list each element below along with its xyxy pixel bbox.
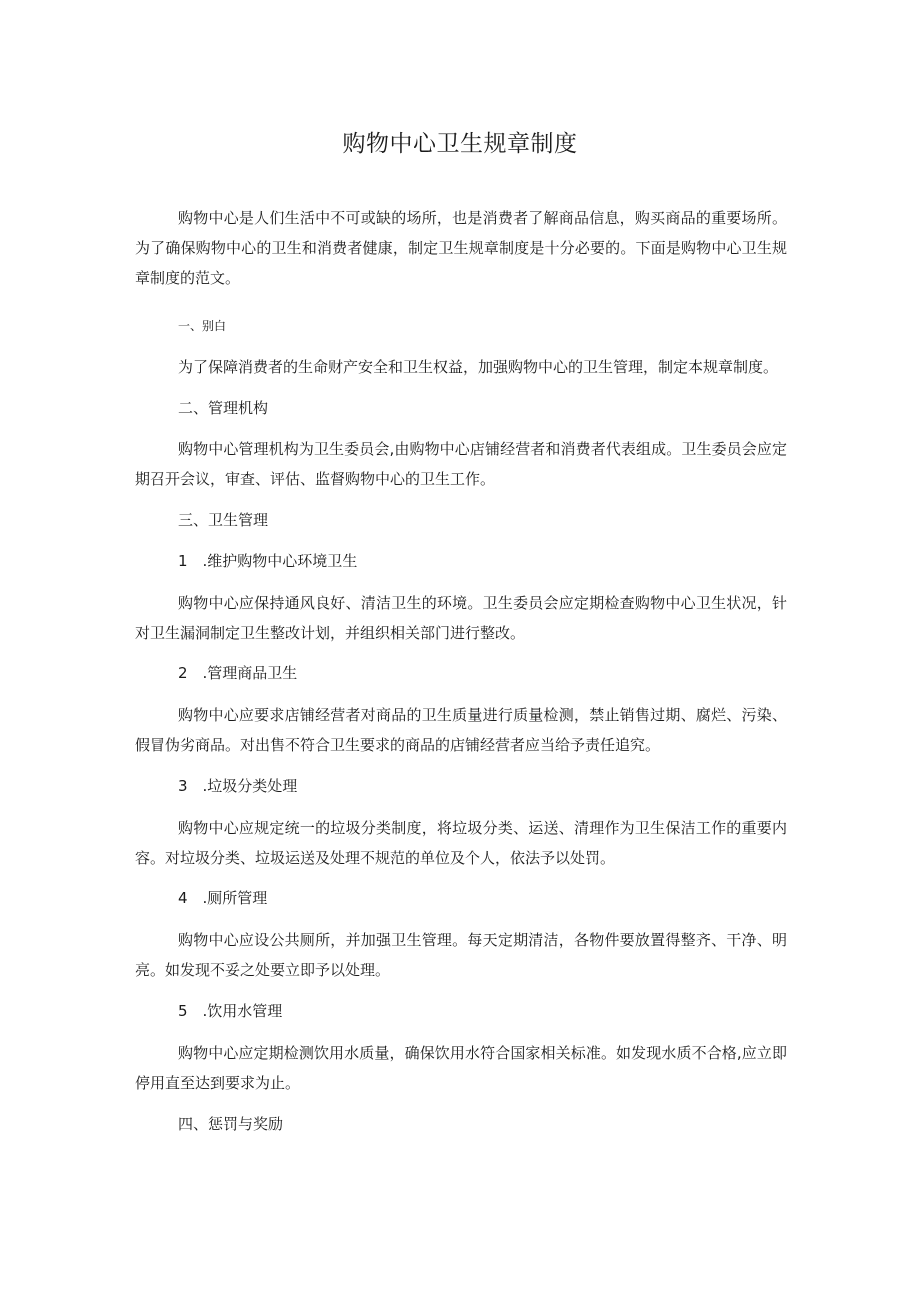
section-heading-preface: 一、别白: [178, 319, 227, 333]
section-heading-management: 二、管理机构: [178, 399, 269, 417]
item-heading-waste: 3 .垃圾分类处理: [178, 777, 298, 795]
item-body-water: 购物中心应定期检测饮用水质量，确保饮用水符合国家相关标准。如发现水质不合格,应立即停用直至达到要求为止。: [135, 1044, 787, 1092]
item-body-goods: 购物中心应要求店铺经营者对商品的卫生质量进行质量检测，禁止销售过期、腐烂、污染、假冒伪劣商品。对出售不符合卫生要求的商品的店铺经营者应当给予责任追究。: [135, 706, 787, 754]
item-heading-toilet: 4 .厕所管理: [178, 889, 268, 907]
section-body-management: 购物中心管理机构为卫生委员会,由购物中心店铺经营者和消费者代表组成。卫生委员会应定期召开会议，审查、评估、监督购物中心的卫生工作。: [135, 440, 787, 488]
intro-paragraph: 购物中心是人们生活中不可或缺的场所，也是消费者了解商品信息，购买商品的重要场所。为了确保购物中心的卫生和消费者健康，制定卫生规章制度是十分必要的。下面是购物中心卫生规章制度的范文。: [135, 209, 787, 287]
item-heading-environment: 1 .维护购物中心环境卫生: [178, 552, 358, 570]
item-body-environment: 购物中心应保持通风良好、清洁卫生的环境。卫生委员会应定期检查购物中心卫生状况，针对卫生漏洞制定卫生整改计划，并组织相关部门进行整改。: [135, 594, 787, 642]
item-body-toilet: 购物中心应设公共厕所，并加强卫生管理。每天定期清洁，各物件要放置得整齐、干净、明亮。如发现不妥之处要立即予以处理。: [135, 931, 787, 979]
item-heading-goods: 2 .管理商品卫生: [178, 664, 298, 682]
section-heading-hygiene: 三、卫生管理: [178, 511, 269, 529]
document-title: 购物中心卫生规章制度: [342, 131, 578, 157]
section-heading-penalty: 四、惩罚与奖励: [178, 1115, 284, 1133]
item-heading-water: 5 .饮用水管理: [178, 1002, 283, 1020]
item-body-waste: 购物中心应规定统一的垃圾分类制度，将垃圾分类、运送、清理作为卫生保洁工作的重要内容。对垃圾分类、垃圾运送及处理不规范的单位及个人，依法予以处罚。: [135, 819, 787, 867]
section-body-preface: 为了保障消费者的生命财产安全和卫生权益，加强购物中心的卫生管理，制定本规章制度。: [178, 358, 779, 376]
